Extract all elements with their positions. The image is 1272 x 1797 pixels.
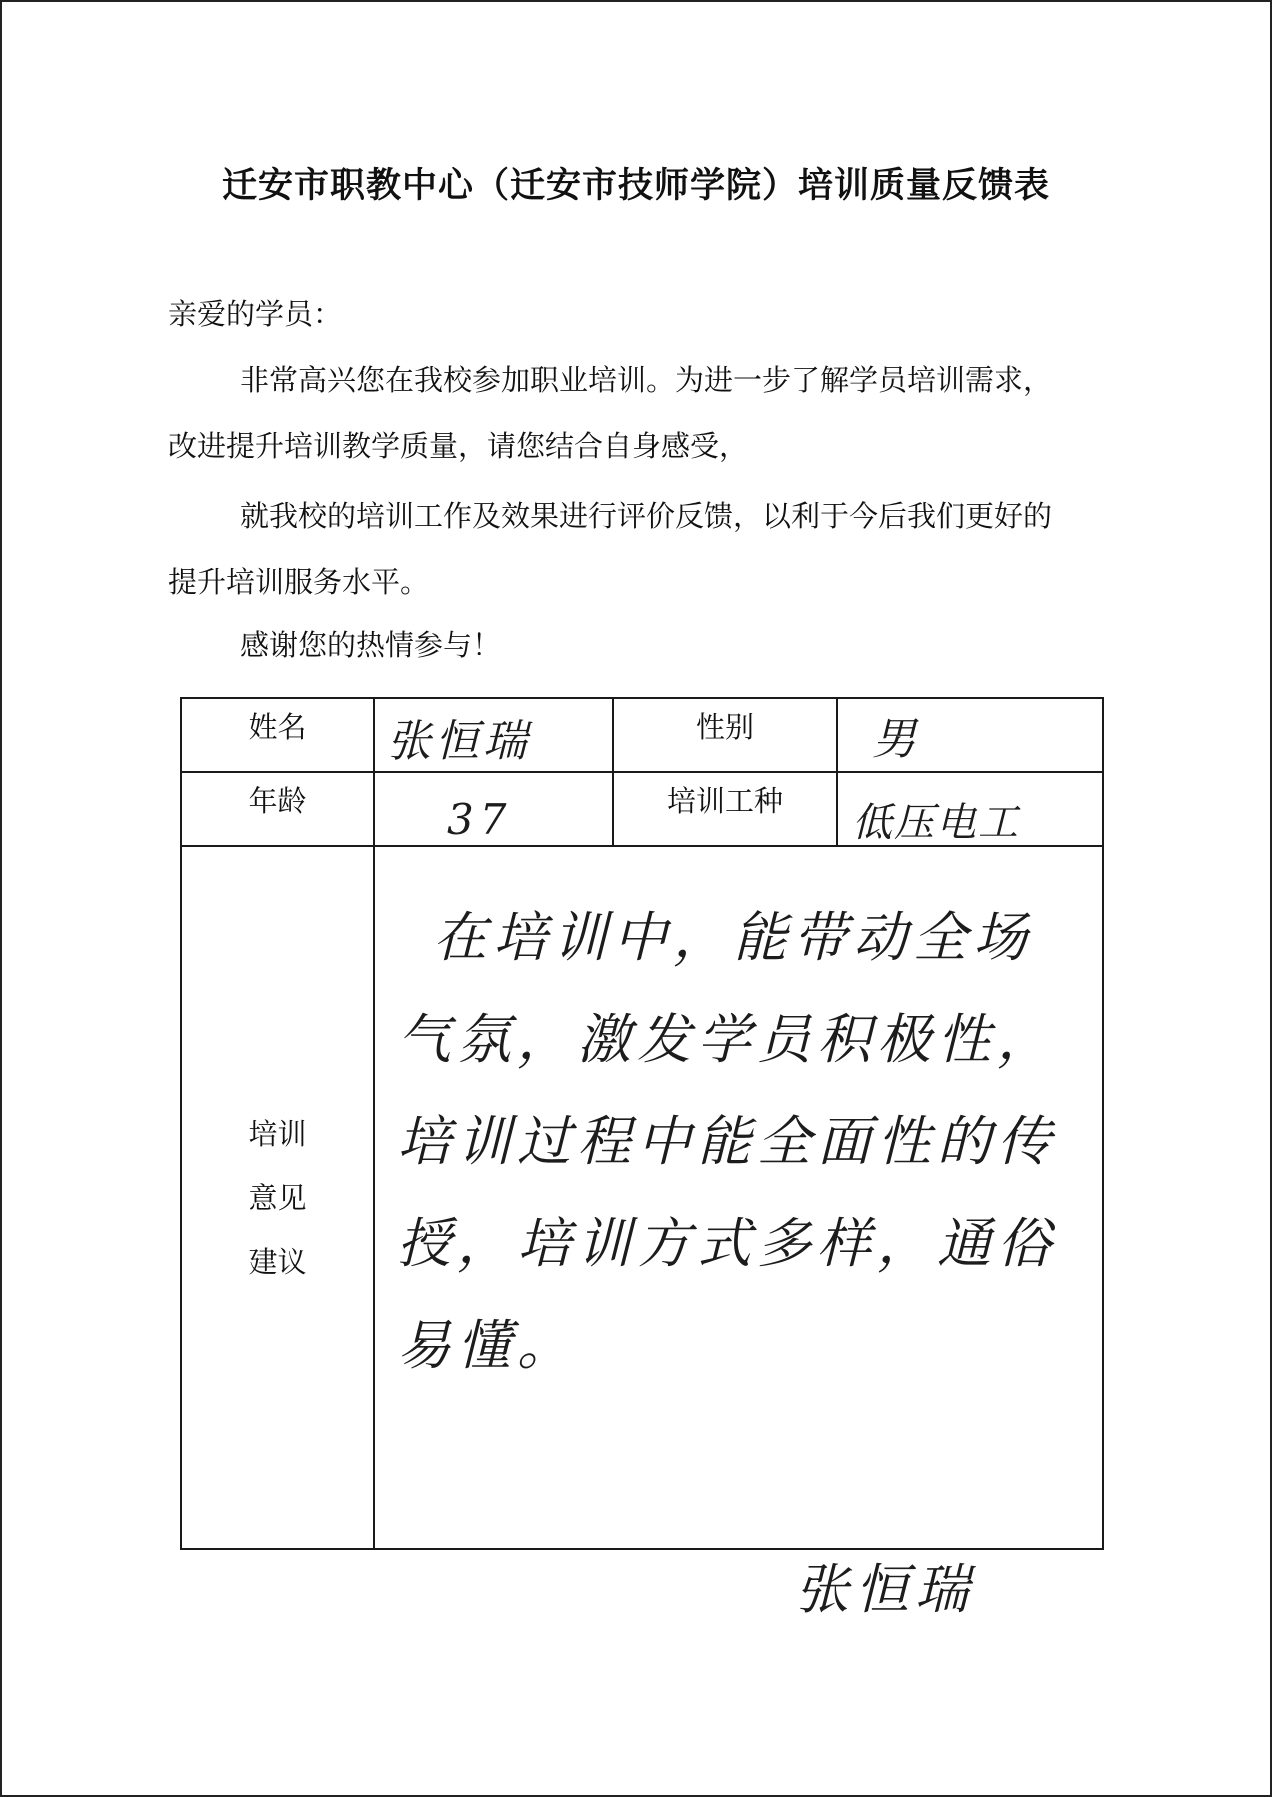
name-value: 张恒瑞 (387, 716, 531, 767)
age-value-cell[interactable] (374, 772, 613, 846)
gender-label: 性别 (613, 698, 837, 772)
document-title: 迁安市职教中心（迁安市技师学院）培训质量反馈表 (221, 166, 1050, 206)
training-type-value: 低压电工 (852, 800, 1020, 846)
form-row-name-gender (181, 698, 1103, 772)
age-label: 年龄 (181, 772, 374, 846)
form-row-age-type (181, 772, 1103, 846)
signature: 张恒瑞 (795, 1558, 975, 1621)
training-type-label: 培训工种 (613, 772, 837, 846)
name-value-cell[interactable] (374, 698, 613, 772)
greeting: 亲爱的学员： (168, 297, 343, 331)
gender-value-cell[interactable] (837, 698, 1103, 772)
intro-paragraph-2: 就我校的培训工作及效果进行评价反馈，以利于今后我们更好的提升培训服务水平。 (168, 499, 1053, 599)
feedback-text: 在培训中，能带动全场气氛，激发学员积极性，培训过程中能全面性的传授，培训方式多样，通俗易懂。 (397, 906, 1057, 1377)
feedback-label-line-1: 培训 (248, 1116, 307, 1151)
feedback-label-line-2: 意见 (248, 1180, 307, 1215)
name-label: 姓名 (181, 698, 374, 772)
feedback-label (181, 846, 374, 1549)
feedback-form-table (180, 697, 1104, 1621)
training-type-value-cell[interactable] (837, 772, 1103, 846)
gender-value: 男 (872, 714, 916, 765)
thanks-paragraph: 感谢您的热情参与！ (240, 628, 502, 662)
form-row-feedback (181, 846, 1103, 1549)
feedback-label-line-3: 建议 (248, 1244, 307, 1279)
age-value: 37 (447, 795, 513, 844)
intro-paragraph-1: 非常高兴您在我校参加职业培训。为进一步了解学员培训需求，改进提升培训教学质量，请您结合自身感受， (168, 363, 1053, 463)
feedback-value-cell[interactable] (374, 846, 1103, 1621)
